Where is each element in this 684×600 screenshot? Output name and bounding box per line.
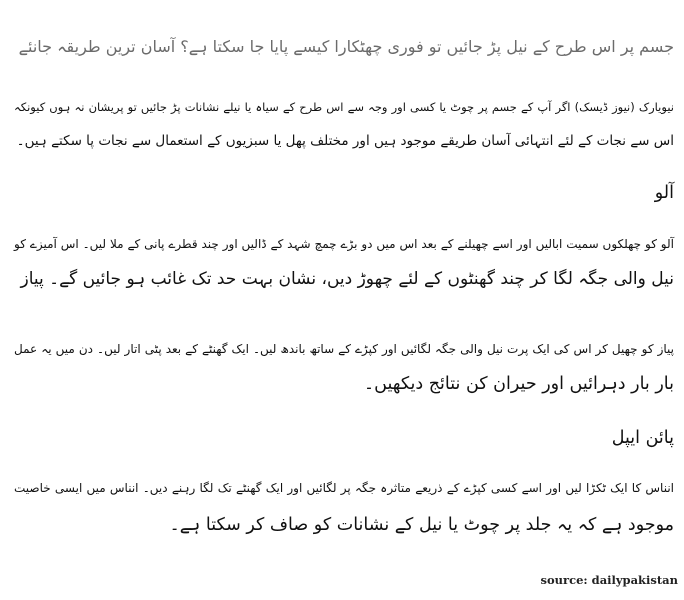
onion-line-2: بار بار دہرائیں اور حیران کن نتائج دیکھیں۔	[363, 374, 674, 394]
intro-line-2: اس سے نجات کے لئے انتہائی آسان طریقے موجود ہیں اور مختلف پھل یا سبزیوں کے استعمال سے نجات پا سکتے ہیں۔	[16, 133, 674, 149]
pineapple-line-2: موجود ہے کہ یہ جلد پر چوٹ یا نیل کے نشانات کو صاف کر سکتا ہے۔	[169, 515, 674, 535]
section-heading-pineapple: پائن ایپل	[611, 428, 674, 448]
source-credit: source: dailypakistan	[540, 573, 678, 587]
intro-line-1: نیویارک (نیوز ڈیسک) اگر آپ کے جسم پر چوٹ یا کسی اور وجہ سے اس طرح کے سیاہ یا نیلے نشانات پڑ جائیں تو پریشان نہ ہوں کیونکہ	[14, 100, 674, 114]
potato-line-1: آلو کو چھلکوں سمیت ابالیں اور اسے چھیلنے کے بعد اس میں دو بڑے چمچ شہد کے ڈالیں اور چند قطرے پانی کے ملا لیں۔ اس آمیزے کو	[14, 237, 674, 251]
section-heading-potato: آلو	[654, 183, 674, 203]
potato-line-2: نیل والی جگہ لگا کر چند گھنٹوں کے لئے چھوڑ دیں، نشان بہت حد تک غائب ہو جائیں گے۔ پیاز	[20, 269, 674, 289]
onion-line-1: پیاز کو چھیل کر اس کی ایک پرت نیل والی جگہ لگائیں اور کپڑے کے ساتھ باندھ لیں۔ ایک گھنٹے کے بعد پٹی اتار لیں۔ دن میں یہ عمل	[14, 342, 674, 356]
pineapple-line-1: انناس کا ایک ٹکڑا لیں اور اسے کسی کپڑے کے ذریعے متاثرہ جگہ پر لگائیں اور ایک گھنٹے تک لگا رہنے دیں۔ انناس میں ایسی خاصیت	[14, 481, 674, 495]
article-title: جسم پر اس طرح کے نیل پڑ جائیں تو فوری چھٹکارا کیسے پایا جا سکتا ہے؟ آسان ترین طریقہ جانئے	[18, 37, 674, 56]
article	[14, 0, 674, 600]
